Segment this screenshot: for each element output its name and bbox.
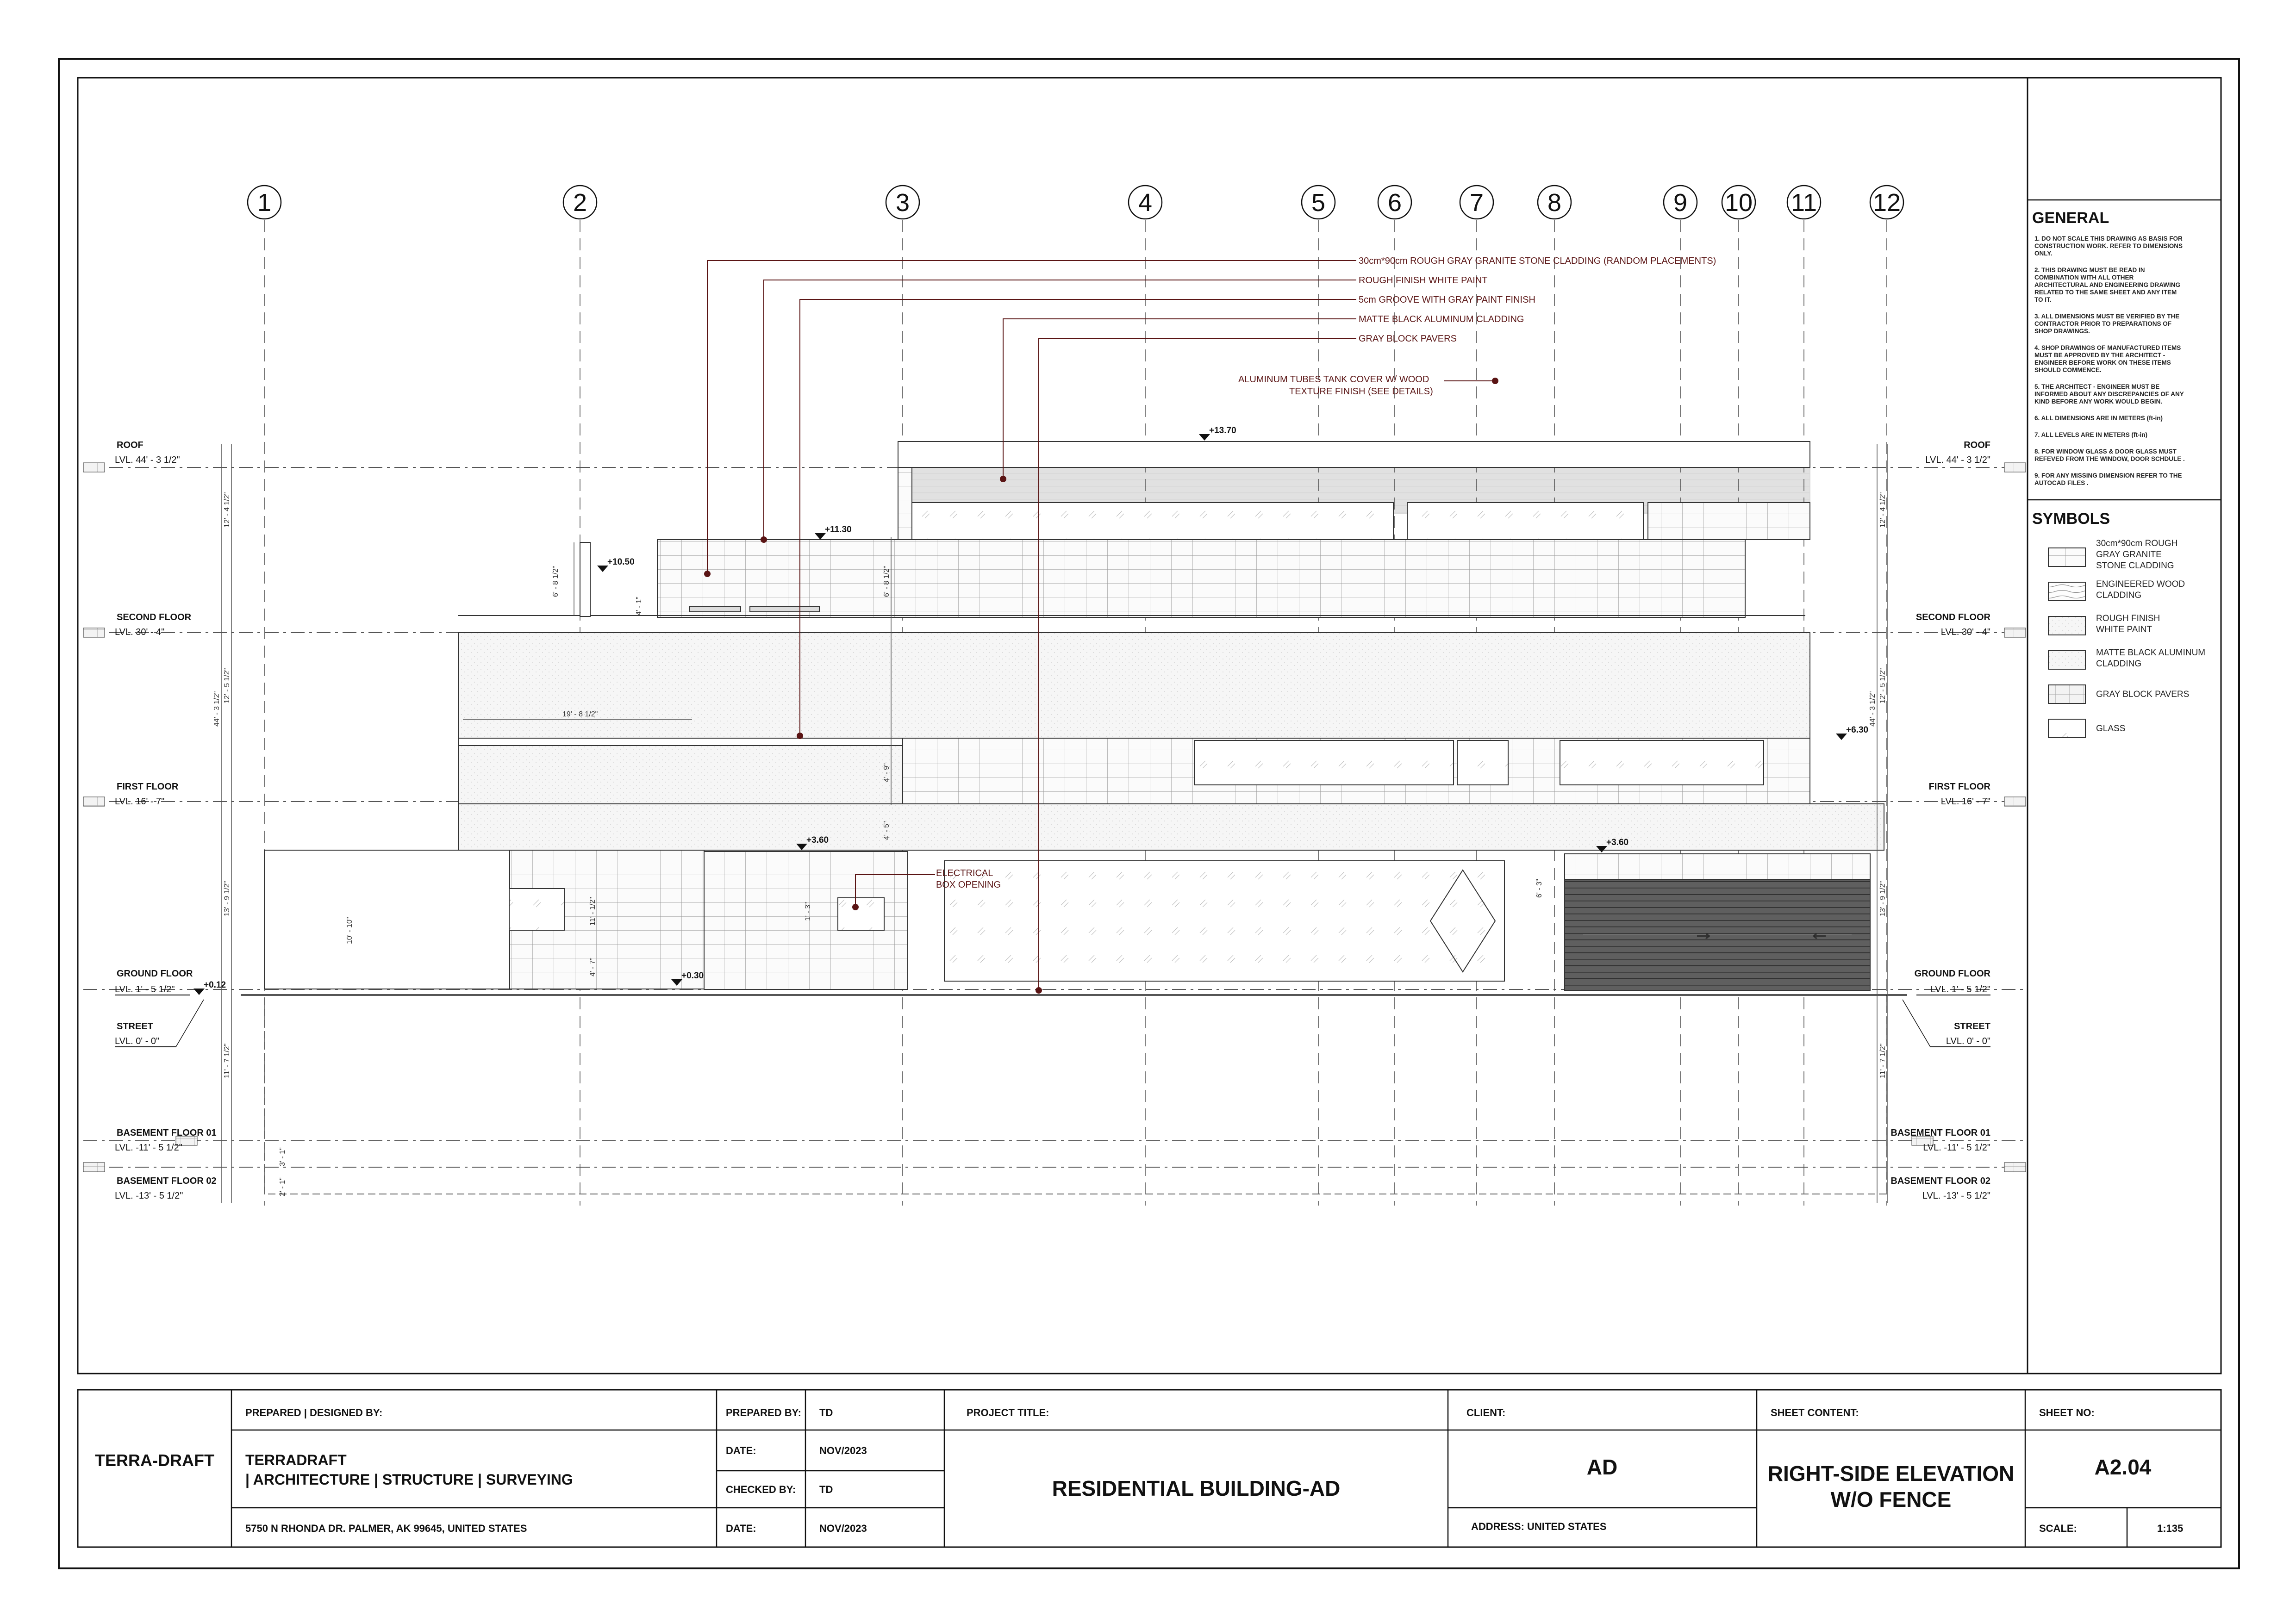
callout-white-paint: ROUGH FINISH WHITE PAINT xyxy=(1359,275,1488,286)
lower-paint-band xyxy=(458,804,1884,850)
svg-text:6' - 8 1/2": 6' - 8 1/2" xyxy=(552,566,560,597)
svg-text:4' - 7": 4' - 7" xyxy=(589,958,597,976)
first-floor-windows-3 xyxy=(1560,740,1764,785)
level-tag-first-right xyxy=(1929,782,2026,807)
level-tag-basement2-right xyxy=(1890,1163,2026,1201)
grid-label-9: 9 xyxy=(1673,189,1688,217)
general-note-3-line-1: 3. ALL DIMENSIONS MUST BE VERIFIED BY THE xyxy=(2034,313,2180,320)
first-floor-windows-2 xyxy=(1457,740,1508,785)
general-note-5-line-3: KIND BEFORE ANY WORK WOULD BEGIN. xyxy=(2034,398,2162,405)
svg-text:LVL. -13' - 5 1/2": LVL. -13' - 5 1/2" xyxy=(1922,1191,1990,1201)
svg-text:12' - 4 1/2": 12' - 4 1/2" xyxy=(1879,492,1887,528)
svg-text:LVL. 0' - 0": LVL. 0' - 0" xyxy=(1946,1036,1990,1046)
project-title: RESIDENTIAL BUILDING-AD xyxy=(1052,1476,1341,1500)
svg-text:3' - 1": 3' - 1" xyxy=(279,1147,287,1166)
grid-label-7: 7 xyxy=(1469,189,1484,217)
svg-text:10' - 10": 10' - 10" xyxy=(346,917,354,944)
firm-name: TERRADRAFT xyxy=(245,1452,347,1468)
client-label: CLIENT: xyxy=(1466,1407,1506,1418)
svg-text:WHITE PAINT: WHITE PAINT xyxy=(2096,625,2152,634)
firm-disciplines: | ARCHITECTURE | STRUCTURE | SURVEYING xyxy=(245,1471,573,1488)
svg-text:LVL. 16' - 7": LVL. 16' - 7" xyxy=(1940,796,1990,807)
general-note-1-line-3: ONLY. xyxy=(2034,250,2053,257)
scale-label: SCALE: xyxy=(2039,1523,2077,1534)
level-tag-basement2-left xyxy=(83,1163,217,1201)
svg-text:+13.70: +13.70 xyxy=(1209,426,1236,435)
svg-text:44' - 3 1/2": 44' - 3 1/2" xyxy=(213,691,221,727)
sheet-no-label: SHEET NO: xyxy=(2039,1407,2095,1418)
level-tag-second-right xyxy=(1916,612,2026,637)
svg-text:LVL. 1' - 5 1/2": LVL. 1' - 5 1/2" xyxy=(1930,984,1990,995)
prepared-by-value: TD xyxy=(819,1407,833,1418)
svg-text:GROUND FLOOR: GROUND FLOOR xyxy=(1914,969,1990,979)
level-tag-first-left xyxy=(83,782,179,807)
elev-mark-1050 xyxy=(597,557,635,572)
checked-by-label: CHECKED BY: xyxy=(726,1484,796,1495)
white-paint-band xyxy=(458,633,1810,740)
first-floor-left-wall xyxy=(458,746,903,804)
general-note-9-line-1: 9. FOR ANY MISSING DIMENSION REFER TO THE xyxy=(2034,472,2182,479)
svg-text:FIRST FLOOR: FIRST FLOOR xyxy=(1928,782,1990,792)
svg-text:ROOF: ROOF xyxy=(1964,440,1990,450)
sheet-content-label: SHEET CONTENT: xyxy=(1771,1407,1859,1418)
general-notes xyxy=(2034,235,2185,486)
svg-text:+3.60: +3.60 xyxy=(1606,838,1629,847)
svg-text:LVL. -11' - 5 1/2": LVL. -11' - 5 1/2" xyxy=(115,1143,182,1153)
svg-text:+6.30: +6.30 xyxy=(1846,725,1869,735)
svg-text:←: ← xyxy=(1809,921,1829,944)
svg-text:ROUGH FINISH: ROUGH FINISH xyxy=(2096,614,2160,623)
grid-line-1 xyxy=(248,186,281,1206)
svg-text:BASEMENT FLOOR 02: BASEMENT FLOOR 02 xyxy=(1890,1176,1990,1186)
grid-label-12: 12 xyxy=(1872,189,1901,217)
checked-by-value: TD xyxy=(819,1484,833,1495)
general-note-4-line-4: SHOULD COMMENCE. xyxy=(2034,367,2102,373)
grid-label-2: 2 xyxy=(573,189,587,217)
general-note-2-line-4: RELATED TO THE SAME SHEET AND ANY ITEM xyxy=(2034,289,2177,296)
general-note-9-line-2: AUTOCAD FILES . xyxy=(2034,479,2089,486)
symbol-aluminum xyxy=(2048,648,2205,669)
second-floor-upper-stone xyxy=(898,467,912,540)
svg-text:LVL. 1' - 5 1/2": LVL. 1' - 5 1/2" xyxy=(115,984,175,995)
general-note-8-line-2: REFEVED FROM THE WINDOW, DOOR SCHDULE . xyxy=(2034,455,2185,462)
svg-text:+0.30: +0.30 xyxy=(681,971,704,981)
svg-text:LVL. 30' - 4": LVL. 30' - 4" xyxy=(115,627,165,637)
sheet-content-line2: W/O FENCE xyxy=(1830,1487,1952,1511)
right-side-elevation xyxy=(83,186,2028,1206)
level-tags-right xyxy=(1890,440,2026,1201)
grid-label-5: 5 xyxy=(1311,189,1326,217)
svg-text:BASEMENT FLOOR 01: BASEMENT FLOOR 01 xyxy=(117,1128,217,1138)
prepared-designed-label: PREPARED | DESIGNED BY: xyxy=(245,1407,383,1418)
level-tag-ground-right xyxy=(1915,969,1991,995)
svg-text:LVL. 44' - 3 1/2": LVL. 44' - 3 1/2" xyxy=(1925,455,1990,465)
firm-address: 5750 N RHONDA DR. PALMER, AK 99645, UNITED STATES xyxy=(245,1523,527,1534)
general-note-2-line-1: 2. THIS DRAWING MUST BE READ IN xyxy=(2034,267,2145,274)
symbol-glass xyxy=(2048,719,2125,738)
svg-text:STREET: STREET xyxy=(1954,1021,1990,1032)
address-label: ADDRESS: UNITED STATES xyxy=(1471,1521,1607,1532)
symbol-paint xyxy=(2048,614,2160,635)
svg-text:LVL. -13' - 5 1/2": LVL. -13' - 5 1/2" xyxy=(115,1191,183,1201)
general-note-6-line-1: 6. ALL DIMENSIONS ARE IN METERS (ft-in) xyxy=(2034,415,2163,422)
svg-text:+10.50: +10.50 xyxy=(607,557,635,567)
upper-glazing-band xyxy=(912,503,1393,540)
grid-label-10: 10 xyxy=(1724,189,1753,217)
level-tag-street-left xyxy=(115,1000,204,1047)
stair-tower xyxy=(580,542,590,616)
grid-label-3: 3 xyxy=(895,189,910,217)
project-title-label: PROJECT TITLE: xyxy=(967,1407,1049,1418)
level-tag-roof-right xyxy=(1925,440,2026,472)
svg-text:12' - 4 1/2": 12' - 4 1/2" xyxy=(223,492,231,528)
level-tag-second-left xyxy=(83,612,192,637)
general-note-1-line-2: CONSTRUCTION WORK. REFER TO DIMENSIONS xyxy=(2034,243,2183,249)
elev-mark-1130 xyxy=(815,525,852,540)
svg-text:2' - 1": 2' - 1" xyxy=(279,1177,287,1196)
title-block xyxy=(78,1390,2221,1547)
svg-text:LVL. 30' - 4": LVL. 30' - 4" xyxy=(1940,627,1990,637)
svg-text:12' - 5 1/2": 12' - 5 1/2" xyxy=(1879,668,1887,703)
garage-frame xyxy=(1565,854,1870,879)
svg-text:ENGINEERED WOOD: ENGINEERED WOOD xyxy=(2096,579,2185,589)
upper-glazing-band-2 xyxy=(1407,503,1643,540)
general-note-4-line-1: 4. SHOP DRAWINGS OF MANUFACTURED ITEMS xyxy=(2034,344,2181,351)
callout-aluminum: MATTE BLACK ALUMINUM CLADDING xyxy=(1359,314,1524,324)
electrical-box xyxy=(838,898,884,930)
svg-text:CLADDING: CLADDING xyxy=(2096,591,2142,600)
svg-text:STREET: STREET xyxy=(117,1021,153,1032)
general-notes-panel xyxy=(2028,200,2221,738)
svg-text:CLADDING: CLADDING xyxy=(2096,659,2142,669)
electrical-note-line2: BOX OPENING xyxy=(936,880,1001,890)
svg-text:BASEMENT FLOOR 01: BASEMENT FLOOR 01 xyxy=(1890,1128,1990,1138)
svg-text:6' - 8 1/2": 6' - 8 1/2" xyxy=(883,566,891,597)
svg-text:13' - 9 1/2": 13' - 9 1/2" xyxy=(223,881,231,916)
grid-label-6: 6 xyxy=(1387,189,1402,217)
general-note-2-line-5: TO IT. xyxy=(2034,296,2052,303)
symbols-title: SYMBOLS xyxy=(2032,510,2110,528)
svg-text:LVL. 44' - 3 1/2": LVL. 44' - 3 1/2" xyxy=(115,455,180,465)
level-tag-street-right xyxy=(1903,1000,1990,1047)
svg-text:→: → xyxy=(1693,921,1714,944)
callout-groove: 5cm GROOVE WITH GRAY PAINT FINISH xyxy=(1359,295,1535,305)
svg-text:+11.30: +11.30 xyxy=(825,525,852,535)
svg-text:+3.60: +3.60 xyxy=(806,835,829,845)
second-floor-stone-cladding xyxy=(657,540,1745,617)
svg-text:+0.12: +0.12 xyxy=(204,980,226,990)
general-note-7-line-1: 7. ALL LEVELS ARE IN METERS (ft-in) xyxy=(2034,431,2148,438)
electrical-note-line1: ELECTRICAL xyxy=(936,868,993,878)
svg-text:SECOND FLOOR: SECOND FLOOR xyxy=(117,612,192,622)
svg-text:GRAY GRANITE: GRAY GRANITE xyxy=(2096,550,2162,560)
symbol-stone xyxy=(2048,539,2177,571)
date-value: NOV/2023 xyxy=(819,1445,867,1456)
grid-label-4: 4 xyxy=(1138,189,1153,217)
svg-text:SECOND FLOOR: SECOND FLOOR xyxy=(1915,612,1990,622)
svg-text:LVL. 16' - 7": LVL. 16' - 7" xyxy=(115,796,165,807)
svg-text:GROUND FLOOR: GROUND FLOOR xyxy=(117,969,193,979)
svg-text:FIRST FLOOR: FIRST FLOOR xyxy=(117,782,179,792)
ground-left-frame xyxy=(264,850,510,989)
tank-note-line2: TEXTURE FINISH (SEE DETAILS) xyxy=(1289,386,1433,397)
grid-label-11: 11 xyxy=(1791,189,1817,217)
general-note-4-line-3: ENGINEER BEFORE WORK ON THESE ITEMS xyxy=(2034,359,2171,366)
grid-label-1: 1 xyxy=(257,189,272,217)
svg-text:MATTE BLACK ALUMINUM: MATTE BLACK ALUMINUM xyxy=(2096,648,2206,658)
svg-text:ROOF: ROOF xyxy=(117,440,144,450)
prepared-by-label: PREPARED BY: xyxy=(726,1407,801,1418)
elev-mark-1370 xyxy=(1199,426,1236,441)
svg-text:44' - 3 1/2": 44' - 3 1/2" xyxy=(1869,691,1877,727)
general-note-4-line-2: MUST BE APPROVED BY THE ARCHITECT - xyxy=(2034,352,2165,359)
level-tag-ground-left xyxy=(115,969,193,995)
client-value: AD xyxy=(1586,1455,1618,1479)
ground-small-window xyxy=(509,889,565,930)
elev-mark-630 xyxy=(1836,725,1868,740)
svg-text:LVL. 0' - 0": LVL. 0' - 0" xyxy=(115,1036,160,1046)
general-note-1-line-1: 1. DO NOT SCALE THIS DRAWING AS BASIS FOR xyxy=(2034,235,2183,242)
svg-text:1' - 3": 1' - 3" xyxy=(804,902,812,921)
roof-parapet xyxy=(898,442,1810,467)
sheet-content-line1: RIGHT-SIDE ELEVATION xyxy=(1767,1461,2015,1486)
svg-text:4' - 1": 4' - 1" xyxy=(635,597,643,616)
date2-value: NOV/2023 xyxy=(819,1523,867,1534)
callout-pavers: GRAY BLOCK PAVERS xyxy=(1359,334,1457,344)
svg-text:4' - 9": 4' - 9" xyxy=(883,763,891,782)
general-note-2-line-2: COMBINATION WITH ALL OTHER xyxy=(2034,274,2134,281)
general-note-2-line-3: ARCHITECTURAL AND ENGINEERING DRAWING xyxy=(2034,281,2181,288)
svg-text:11' - 7 1/2": 11' - 7 1/2" xyxy=(1879,1043,1887,1078)
scale-value: 1:135 xyxy=(2157,1523,2184,1534)
general-note-3-line-3: SHOP DRAWINGS. xyxy=(2034,328,2090,335)
svg-text:30cm*90cm ROUGH: 30cm*90cm ROUGH xyxy=(2096,539,2178,548)
tank-note-line1: ALUMINUM TUBES TANK COVER W/ WOOD xyxy=(1238,374,1429,385)
basement-outline xyxy=(264,995,1887,1194)
svg-text:4' - 5": 4' - 5" xyxy=(883,821,891,840)
sheet-no-value: A2.04 xyxy=(2094,1455,2152,1479)
svg-text:6' - 3": 6' - 3" xyxy=(1535,879,1543,898)
ground-glazing xyxy=(944,861,1504,981)
svg-text:11' - 7 1/2": 11' - 7 1/2" xyxy=(223,1043,231,1078)
svg-text:12' - 5 1/2": 12' - 5 1/2" xyxy=(223,668,231,703)
svg-text:GRAY BLOCK PAVERS: GRAY BLOCK PAVERS xyxy=(2096,690,2190,699)
svg-text:BASEMENT FLOOR 02: BASEMENT FLOOR 02 xyxy=(117,1176,217,1186)
svg-text:GLASS: GLASS xyxy=(2096,724,2126,734)
date2-label: DATE: xyxy=(726,1523,756,1534)
general-note-5-line-1: 5. THE ARCHITECT - ENGINEER MUST BE xyxy=(2034,383,2160,390)
svg-text:19' - 8 1/2": 19' - 8 1/2" xyxy=(562,710,598,718)
svg-text:STONE CLADDING: STONE CLADDING xyxy=(2096,561,2174,571)
first-floor-windows-1 xyxy=(1194,740,1454,785)
grid-label-8: 8 xyxy=(1547,189,1562,217)
symbol-wood xyxy=(2048,579,2185,601)
callout-stone-cladding: 30cm*90cm ROUGH GRAY GRANITE STONE CLADDING (RANDOM PLACEMENTS) xyxy=(1359,256,1716,266)
upper-right-stone xyxy=(1648,503,1810,540)
general-title: GENERAL xyxy=(2032,209,2109,227)
level-tags-left xyxy=(83,440,217,1201)
building-body xyxy=(241,442,1907,1194)
svg-text:13' - 9 1/2": 13' - 9 1/2" xyxy=(1879,881,1887,916)
date-label: DATE: xyxy=(726,1445,756,1456)
general-note-5-line-2: INFORMED ABOUT ANY DISCREPANCIES OF ANY xyxy=(2034,391,2184,398)
general-note-3-line-2: CONTRACTOR PRIOR TO PREPARATIONS OF xyxy=(2034,320,2172,327)
firm-logo: TERRA-DRAFT xyxy=(95,1451,214,1470)
general-note-8-line-1: 8. FOR WINDOW GLASS & DOOR GLASS MUST xyxy=(2034,448,2177,455)
svg-text:11' - 1/2": 11' - 1/2" xyxy=(589,897,597,926)
svg-text:LVL. -11' - 5 1/2": LVL. -11' - 5 1/2" xyxy=(1923,1143,1990,1153)
symbol-pavers xyxy=(2048,685,2189,703)
